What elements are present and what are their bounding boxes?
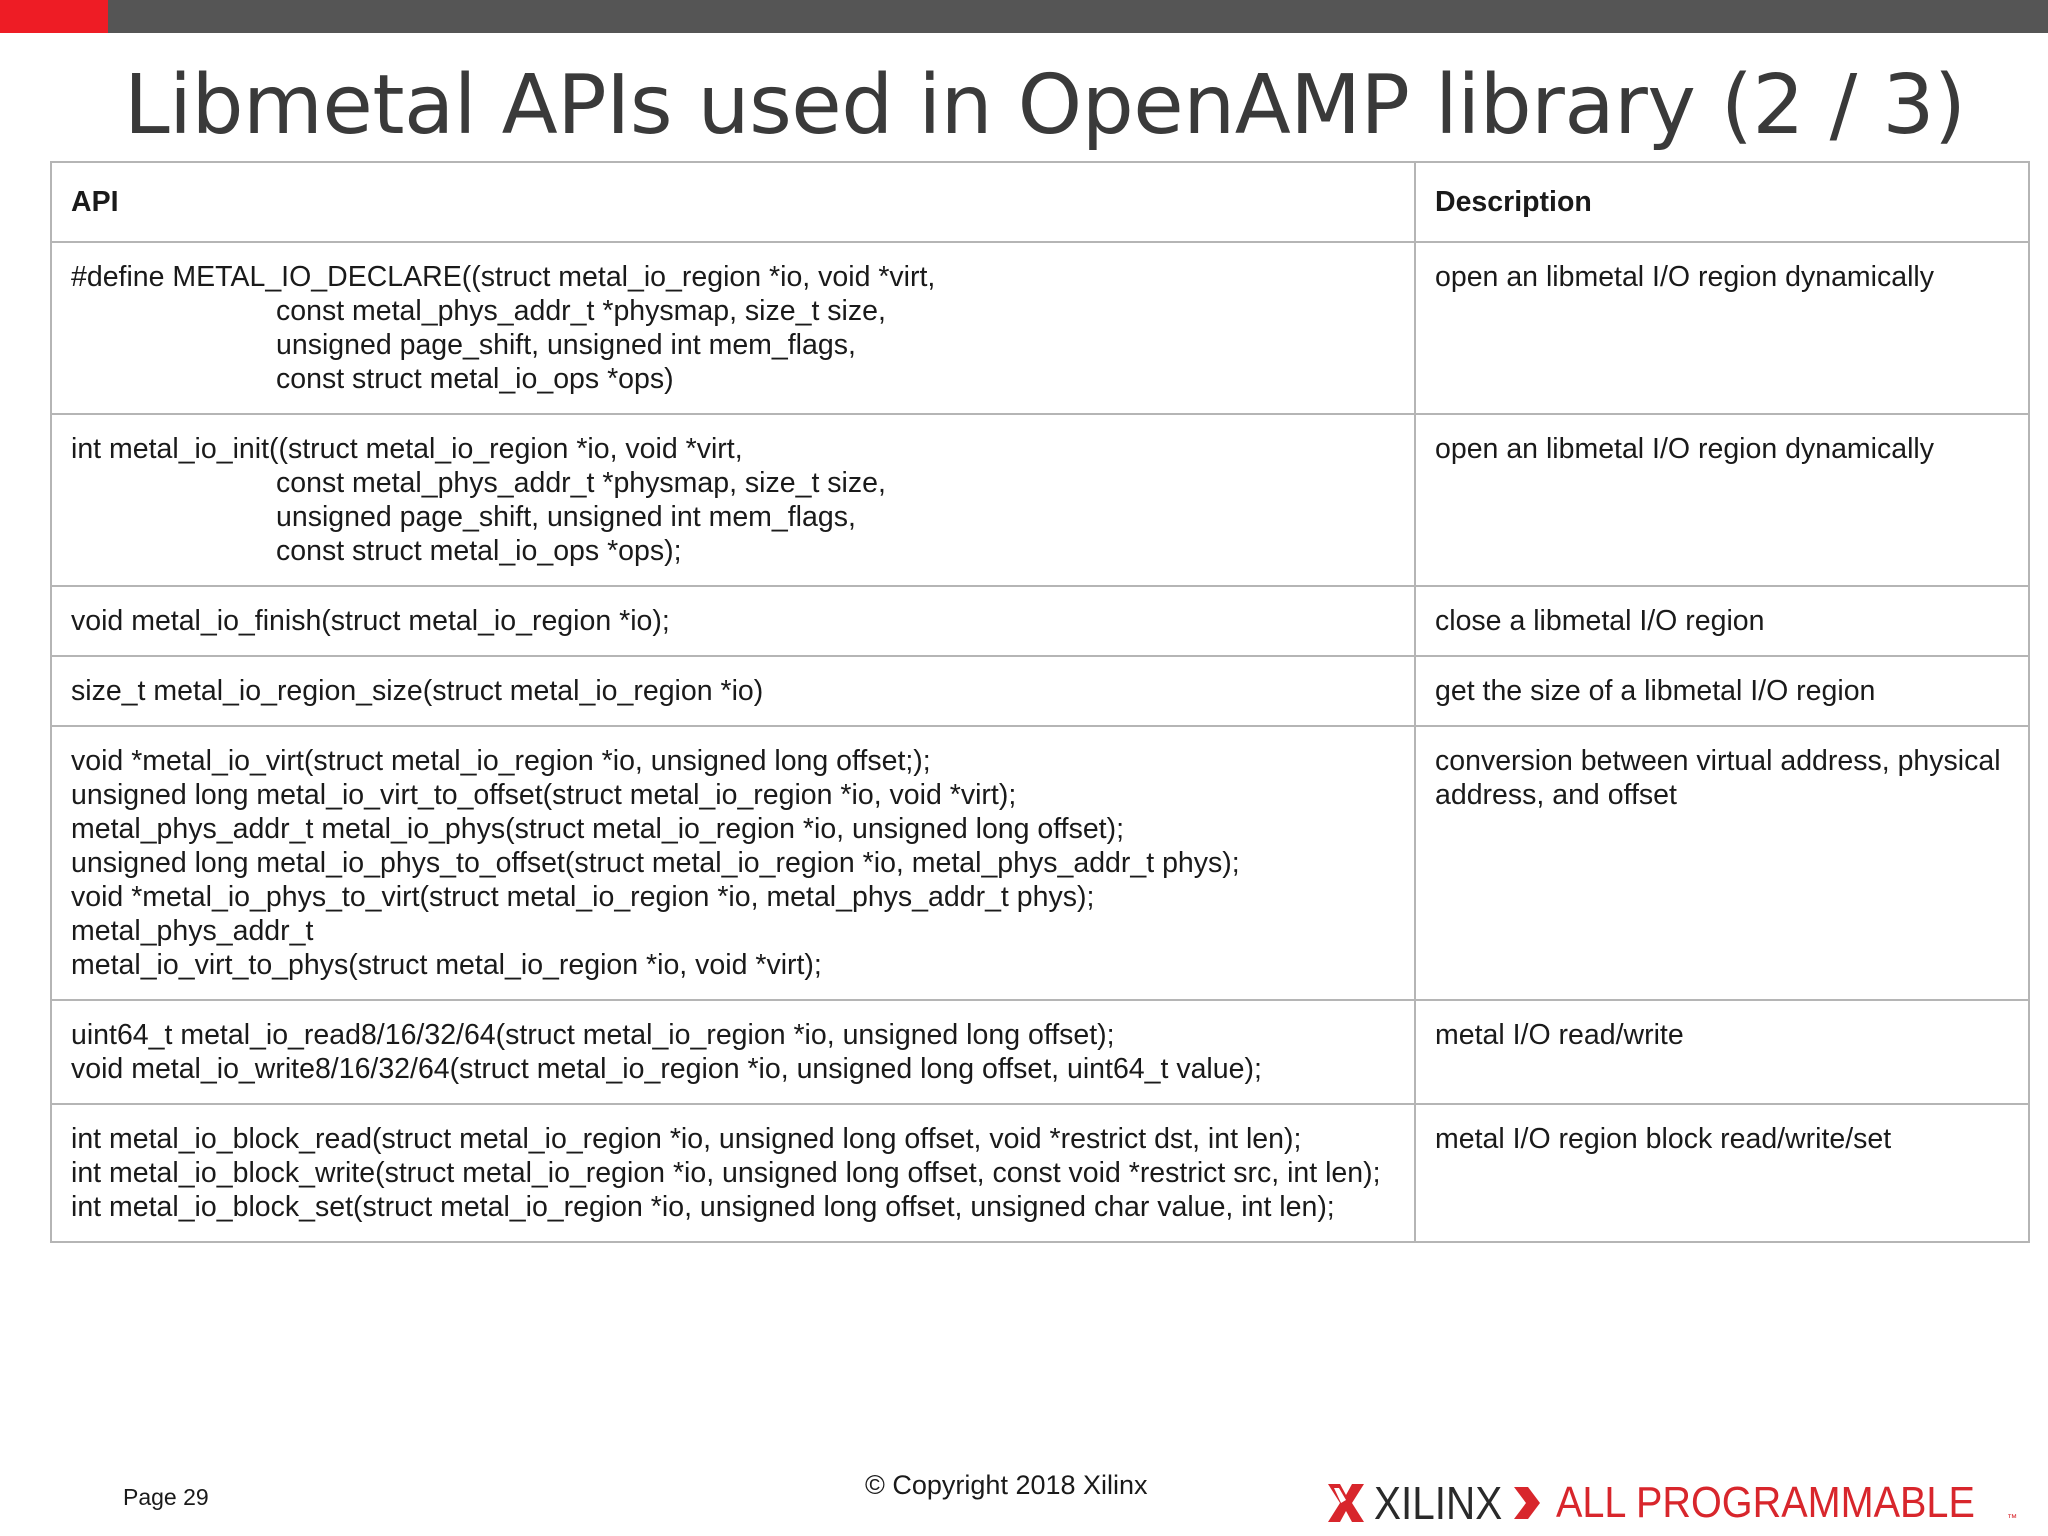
api-signature-line: unsigned page_shift, unsigned int mem_flags, (276, 501, 856, 533)
xilinx-logo (1326, 1478, 2017, 1528)
api-cell (51, 1104, 1415, 1242)
table-row (51, 726, 2029, 1000)
table-body (51, 242, 2029, 1242)
api-signature-line: uint64_t metal_io_read8/16/32/64(struct metal_io_region *io, unsigned long offset); (71, 1019, 1115, 1051)
api-signature-line: int metal_io_block_write(struct metal_io_region *io, unsigned long offset, const void *restrict src, int len); (71, 1157, 1381, 1189)
api-signature-line: void *metal_io_phys_to_virt(struct metal_io_region *io, metal_phys_addr_t phys); (71, 881, 1095, 913)
description-cell (1415, 1104, 2029, 1242)
api-signature-line: const metal_phys_addr_t *physmap, size_t size, (276, 295, 886, 327)
api-description: open an libmetal I/O region dynamically (1435, 433, 1935, 465)
copyright: © Copyright 2018 Xilinx (865, 1470, 1148, 1500)
api-signature-line: int metal_io_init((struct metal_io_region *io, void *virt, (71, 433, 743, 465)
slide-title: Libmetal APIs used in OpenAMP library (2 / 3) (124, 58, 1966, 153)
description-cell (1415, 1000, 2029, 1104)
api-description: metal I/O read/write (1435, 1019, 1684, 1051)
header-description: Description (1415, 162, 2029, 242)
description-cell (1415, 586, 2029, 656)
api-cell (51, 1000, 1415, 1104)
api-cell (51, 414, 1415, 586)
description-cell (1415, 656, 2029, 726)
api-description: metal I/O region block read/write/set (1435, 1123, 1892, 1155)
api-description: close a libmetal I/O region (1435, 605, 1765, 637)
xilinx-x-mark-icon (1326, 1482, 1366, 1524)
trademark-mark: ™ (2007, 1513, 2018, 1524)
brand-arrow-icon (1512, 1485, 1542, 1521)
api-description: get the size of a libmetal I/O region (1435, 675, 1876, 707)
api-signature-line: metal_phys_addr_t (71, 915, 314, 947)
top-bar-accent (0, 0, 108, 33)
api-table (50, 161, 2030, 1243)
api-signature-line: unsigned long metal_io_phys_to_offset(struct metal_io_region *io, metal_phys_addr_t phys); (71, 847, 1240, 879)
table-row (51, 656, 2029, 726)
api-signature-line: int metal_io_block_set(struct metal_io_region *io, unsigned long offset, unsigned char value, int len); (71, 1191, 1335, 1223)
api-signature-line: metal_io_virt_to_phys(struct metal_io_region *io, void *virt); (71, 949, 822, 981)
description-cell (1415, 242, 2029, 414)
table-row (51, 242, 2029, 414)
api-signature-line: metal_phys_addr_t metal_io_phys(struct metal_io_region *io, unsigned long offset); (71, 813, 1125, 845)
brand-tagline: ALL PROGRAMMABLE (1555, 1478, 1975, 1527)
api-signature-line: unsigned page_shift, unsigned int mem_flags, (276, 329, 856, 361)
api-cell (51, 726, 1415, 1000)
table-header-row (51, 162, 2029, 242)
api-signature-line: void metal_io_write8/16/32/64(struct metal_io_region *io, unsigned long offset, uint64_t value); (71, 1053, 1262, 1085)
api-signature-line: const struct metal_io_ops *ops) (276, 363, 674, 395)
api-cell (51, 586, 1415, 656)
api-description: conversion between virtual address, physical address, and offset (1435, 745, 2001, 811)
api-signature-line: int metal_io_block_read(struct metal_io_region *io, unsigned long offset, void *restrict dst, int len); (71, 1123, 1302, 1155)
api-signature-line: const metal_phys_addr_t *physmap, size_t size, (276, 467, 886, 499)
brand-name: XILINX (1374, 1477, 1503, 1529)
description-cell (1415, 726, 2029, 1000)
table-row (51, 586, 2029, 656)
api-cell (51, 242, 1415, 414)
api-signature-line: void metal_io_finish(struct metal_io_region *io); (71, 605, 670, 637)
api-cell (51, 656, 1415, 726)
description-cell (1415, 414, 2029, 586)
header-api: API (51, 162, 1415, 242)
api-signature-line: const struct metal_io_ops *ops); (276, 535, 682, 567)
table-row (51, 1104, 2029, 1242)
api-description: open an libmetal I/O region dynamically (1435, 261, 1935, 293)
api-signature-line: #define METAL_IO_DECLARE((struct metal_io_region *io, void *virt, (71, 261, 936, 293)
top-bar (0, 0, 2048, 33)
table-row (51, 1000, 2029, 1104)
page-number: Page 29 (123, 1484, 209, 1510)
api-signature-line: void *metal_io_virt(struct metal_io_region *io, unsigned long offset;); (71, 745, 931, 777)
api-signature-line: size_t metal_io_region_size(struct metal_io_region *io) (71, 675, 764, 707)
api-signature-line: unsigned long metal_io_virt_to_offset(struct metal_io_region *io, void *virt); (71, 779, 1017, 811)
table-row (51, 414, 2029, 586)
